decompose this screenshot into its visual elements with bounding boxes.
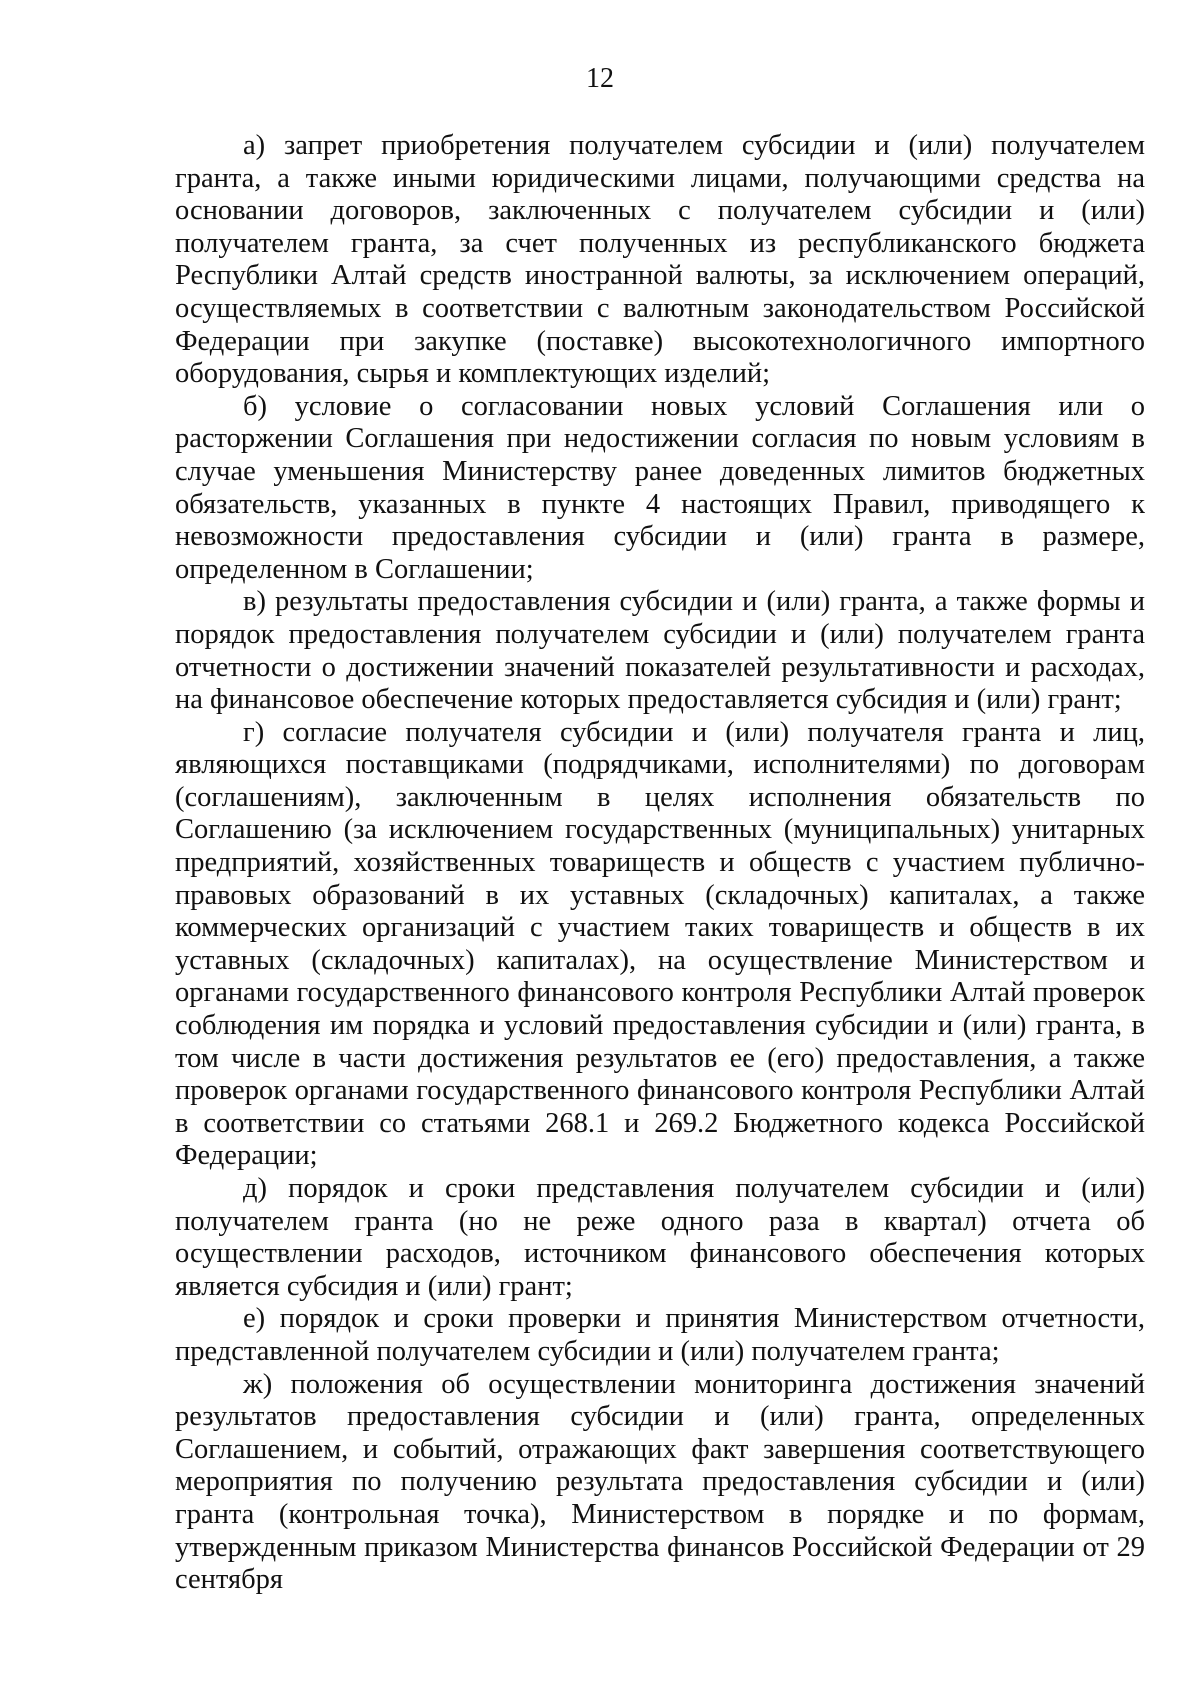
document-body [175, 130, 1145, 1597]
paragraph-v: в) результаты предоставления субсидии и (или) гранта, а также формы и порядок предоставления получателем субсидии и (или) получателем гранта отчетности о достижении значений показателей результативности и расходах, на финансовое обеспечение которых предоставляется субсидия и (или) грант; [175, 586, 1145, 716]
paragraph-a: а) запрет приобретения получателем субсидии и (или) получателем гранта, а также иными юридическими лицами, получающими средства на основании договоров, заключенных с получателем субсидии и (или) получателем гранта, за счет полученных из республиканского бюджета Республики Алтай средств иностранной валюты, за исключением операций, осуществляемых в соответствии с валютным законодательством Российской Федерации при закупке (поставке) высокотехнологичного импортного оборудования, сырья и комплектующих изделий; [175, 130, 1145, 390]
page-number: 12 [586, 63, 614, 94]
paragraph-e: е) порядок и сроки проверки и принятия Министерством отчетности, представленной получателем субсидии и (или) получателем гранта; [175, 1303, 1145, 1367]
paragraph-zh: ж) положения об осуществлении мониторинга достижения значений результатов предоставления субсидии и (или) гранта, определенных Соглашением, и событий, отражающих факт завершения соответствующего мероприятия по получению результата предоставления субсидии и (или) гранта (контрольная точка), Министерством в порядке и по формам, утвержденным приказом Министерства финансов Российской Федерации от 29 сентября [175, 1368, 1145, 1596]
paragraph-d: д) порядок и сроки представления получателем субсидии и (или) получателем гранта (но не реже одного раза в квартал) отчета об осуществлении расходов, источником финансового обеспечения которых является субсидия и (или) грант; [175, 1173, 1145, 1302]
paragraph-g: г) согласие получателя субсидии и (или) получателя гранта и лиц, являющихся поставщиками (подрядчиками, исполнителями) по договорам (соглашениям), заключенным в целях исполнения обязательств по Соглашению (за исключением государственных (муниципальных) унитарных предприятий, хозяйственных товариществ и обществ с участием публично-правовых образований в их уставных (складочных) капиталах, а также коммерческих организаций с участием таких товариществ и обществ в их уставных (складочных) капиталах), на осуществление Министерством и органами государственного финансового контроля Республики Алтай проверок соблюдения им порядка и условий предоставления субсидии и (или) гранта, в том числе в части достижения результатов ее (его) предоставления, а также проверок органами государственного финансового контроля Республики Алтай в соответствии со статьями 268.1 и 269.2 Бюджетного кодекса Российской Федерации; [175, 716, 1145, 1172]
paragraph-b: б) условие о согласовании новых условий Соглашения или о расторжении Соглашения при недостижении согласия по новым условиям в случае уменьшения Министерству ранее доведенных лимитов бюджетных обязательств, указанных в пункте 4 настоящих Правил, приводящего к невозможности предоставления субсидии и (или) гранта в размере, определенном в Соглашении; [175, 390, 1145, 585]
